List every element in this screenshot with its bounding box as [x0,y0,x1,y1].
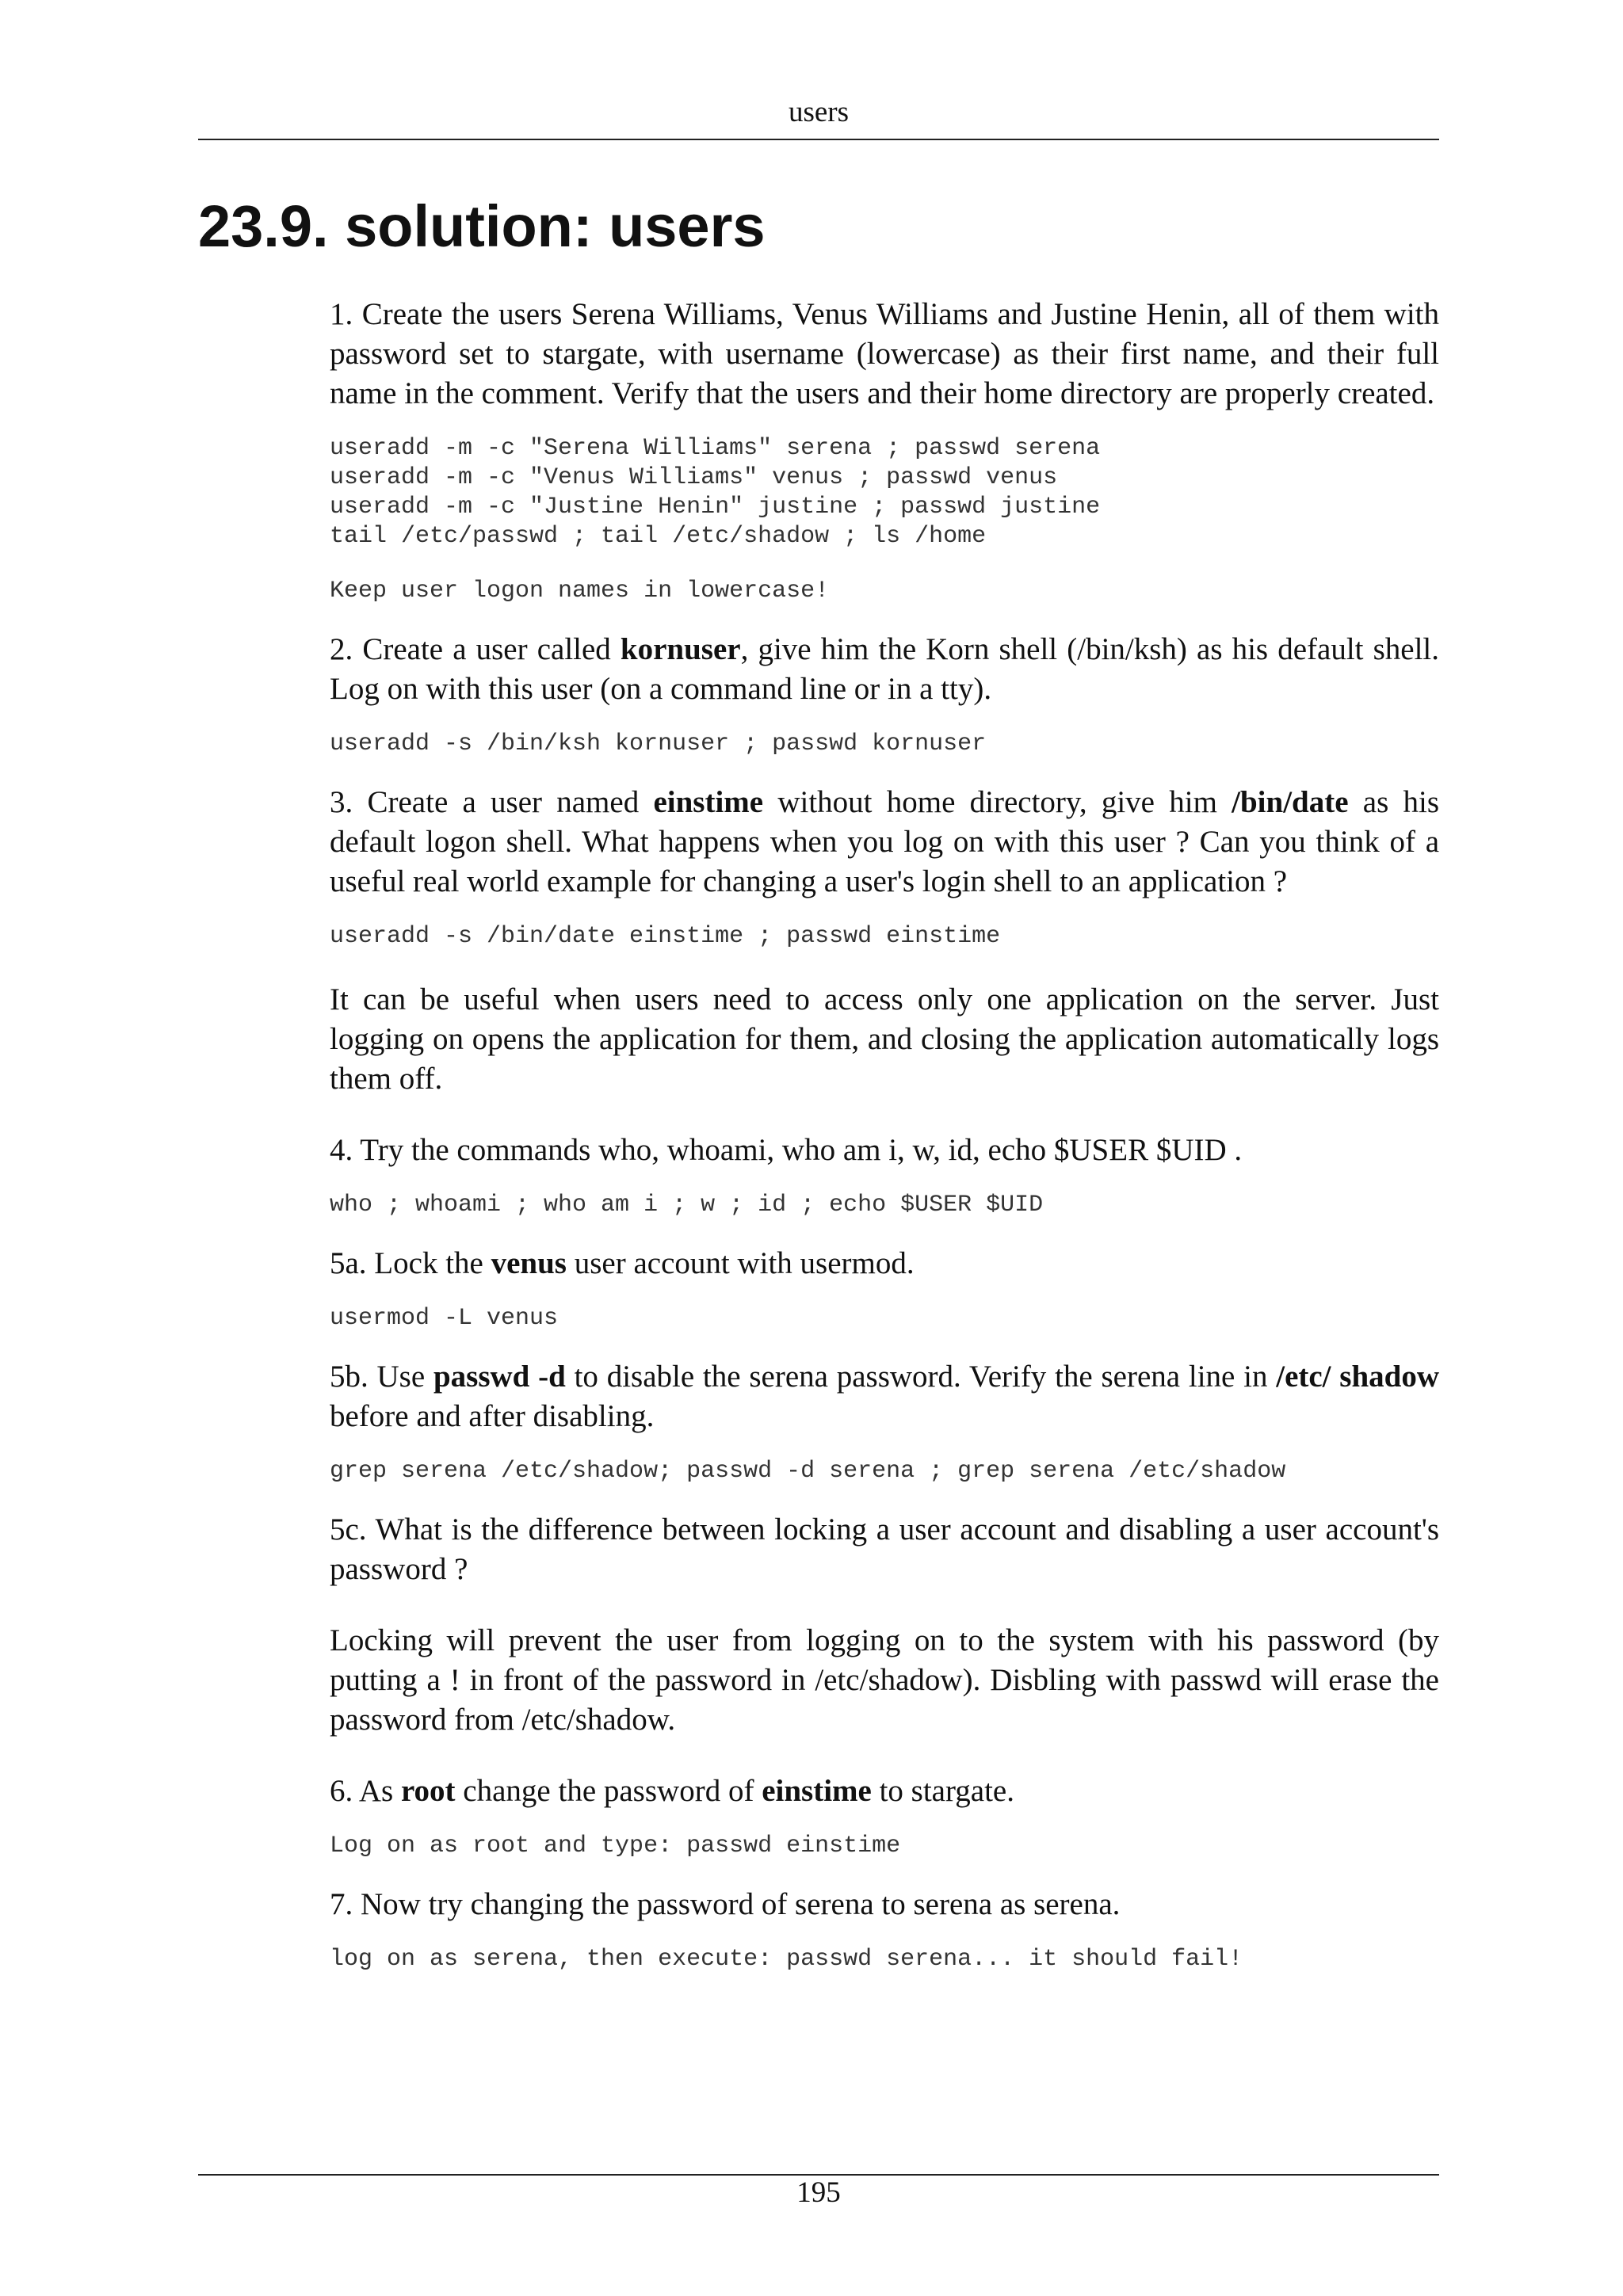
question-5b: 5b. Use passwd -d to disable the serena password. Verify the serena line in /etc/ shadow before and after disabling. [330,1360,1440,1433]
bold-term: einstime [653,785,764,819]
bold-term: venus [491,1246,567,1280]
question-6: 6. As root change the password of einstime to stargate. [330,1774,1014,1808]
bold-term: root [400,1774,456,1808]
question-2: 2. Create a user called kornuser, give him the Korn shell (/bin/ksh) as his default shell. Log on with this user (on a command line or in a tty). [330,632,1439,706]
question-3: 3. Create a user named einstime without home directory, give him /bin/date as his default logon shell. What happens when you log on with this user ? Can you think of a useful real world example for changing a user's login shell to an application ? [330,785,1439,898]
code-block-q1 [330,434,1439,551]
bold-term: einstime [762,1774,872,1808]
code-block-q5a: usermod -L venus [330,1305,559,1332]
code-block-q6: Log on as root and type: passwd einstime [330,1833,901,1859]
code-line: useradd -m -c "Justine Henin" justine ; passwd justine [330,494,1101,521]
code-line: useradd -m -c "Venus Williams" venus ; passwd venus [330,464,1058,491]
bold-term: /bin/date [1232,785,1349,819]
answer-q3: It can be useful when users need to access only one application on the server. Just logging on opens the application for them, and closing the application automatically logs them off. [330,982,1439,1096]
code-line: tail /etc/passwd ; tail /etc/shadow ; ls /home [330,523,987,550]
question-4: 4. Try the commands who, whoami, who am i, w, id, echo $USER $UID . [330,1133,1243,1167]
bold-term: kornuser [620,632,741,666]
bold-term: passwd -d [433,1360,566,1394]
answer-q5c: Locking will prevent the user from logging on to the system with his password (by putting a ! in front of the password in /etc/shadow). Disbling with passwd will erase the password from /etc/shadow. [330,1623,1439,1737]
question-5a: 5a. Lock the venus user account with usermod. [330,1246,915,1280]
question-1: 1. Create the users Serena Williams, Venus Williams and Justine Henin, all of them with password set to stargate, with username (lowercase) as their first name, and their full name in the comment. Verify that the users and their home directory are properly created. [330,297,1439,410]
code-block-q7: log on as serena, then execute: passwd serena... it should fail! [330,1946,1243,1973]
code-line: useradd -m -c "Serena Williams" serena ; passwd serena [330,435,1101,462]
header-rule [198,139,1439,140]
bold-term: /etc/ shadow [1276,1360,1440,1394]
note-lowercase: Keep user logon names in lowercase! [330,578,830,605]
page-number: 195 [796,2176,841,2209]
running-header: users [788,96,850,128]
code-block-q2: useradd -s /bin/ksh kornuser ; passwd kornuser [330,730,987,757]
code-block-q5b: grep serena /etc/shadow; passwd -d serena ; grep serena /etc/shadow [330,1458,1286,1485]
section-title: 23.9. solution: users [198,193,766,259]
code-block-q3: useradd -s /bin/date einstime ; passwd einstime [330,923,1001,950]
question-7: 7. Now try changing the password of serena to serena as serena. [330,1887,1121,1921]
question-5c: 5c. What is the difference between locking a user account and disabling a user account's password ? [330,1512,1439,1586]
solution-body [330,295,1439,1974]
code-block-q4: who ; whoami ; who am i ; w ; id ; echo $USER $UID [330,1192,1044,1219]
